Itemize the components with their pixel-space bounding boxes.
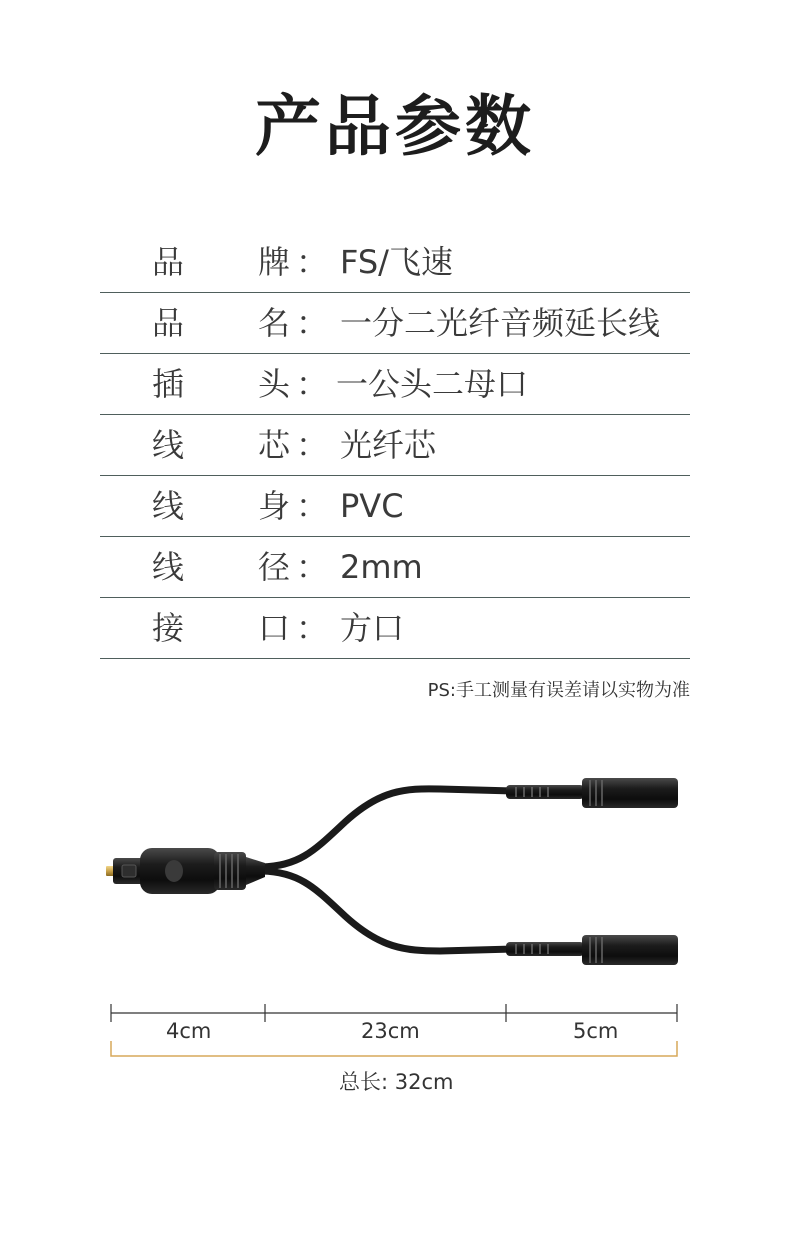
spec-colon: ：: [296, 304, 329, 342]
female-socket-bottom-icon: [506, 935, 678, 965]
spec-value: 方口: [340, 609, 405, 647]
dimension-label-socket: 5cm: [573, 1019, 619, 1043]
spec-key-char1: 线: [152, 487, 185, 525]
spec-row-core: [100, 415, 690, 476]
male-plug-icon: [106, 848, 265, 894]
spec-row-name: [100, 293, 690, 354]
cable-product-illustration: [0, 700, 790, 1120]
spec-colon: ：: [296, 609, 329, 647]
spec-key-char2: 芯: [258, 426, 291, 464]
spec-value: 一公头二母口: [336, 365, 529, 403]
total-length-bracket: [111, 1041, 677, 1056]
spec-colon: ：: [296, 548, 329, 586]
spec-key-char2: 名: [258, 304, 291, 342]
spec-row-diameter: [100, 537, 690, 598]
spec-value: PVC: [340, 487, 404, 525]
spec-key-char1: 品: [152, 243, 185, 281]
cable-wires: [262, 789, 512, 951]
measurement-note: PS:手工测量有误差请以实物为准: [427, 680, 690, 701]
spec-colon: ：: [296, 243, 329, 281]
spec-key-char2: 牌: [258, 243, 291, 281]
spec-row-brand: [100, 232, 690, 293]
spec-row-interface: [100, 598, 690, 659]
page-title: 产品参数: [255, 88, 535, 165]
spec-key-char1: 线: [152, 426, 185, 464]
spec-colon: ：: [296, 426, 329, 464]
spec-key-char1: 品: [152, 304, 185, 342]
spec-key-char2: 口: [258, 609, 291, 647]
dimension-label-plug: 4cm: [166, 1019, 212, 1043]
total-length-label: 总长: 32cm: [339, 1070, 454, 1094]
dimension-label-cable: 23cm: [361, 1019, 420, 1043]
spec-key-char2: 径: [258, 548, 291, 586]
spec-row-jacket: [100, 476, 690, 537]
spec-row-plug: [100, 354, 690, 415]
spec-key-char1: 插: [152, 365, 185, 403]
spec-table: [100, 232, 690, 659]
spec-colon: ：: [296, 365, 329, 403]
spec-colon: ：: [296, 487, 329, 525]
spec-key-char1: 线: [152, 548, 185, 586]
spec-value: FS/飞速: [340, 243, 453, 281]
spec-value: 光纤芯: [340, 426, 437, 464]
spec-key-char2: 身: [258, 487, 291, 525]
spec-value: 一分二光纤音频延长线: [340, 304, 661, 342]
female-socket-top-icon: [506, 778, 678, 808]
spec-value: 2mm: [340, 548, 423, 586]
spec-key-char1: 接: [152, 609, 185, 647]
spec-key-char2: 头: [258, 365, 291, 403]
